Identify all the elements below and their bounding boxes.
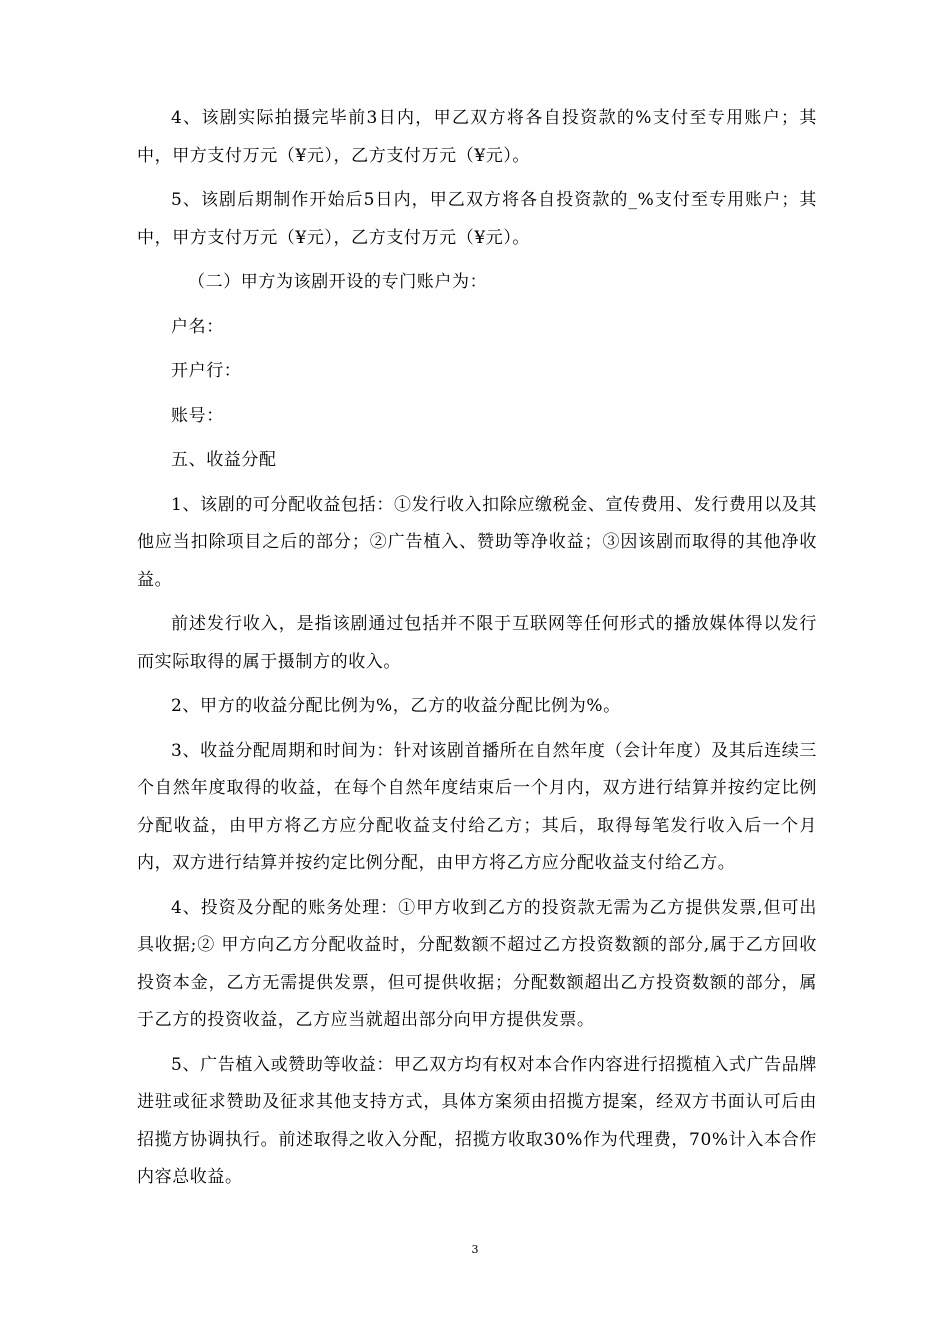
- paragraph-distribution-income-definition: 前述发行收入，是指该剧通过包括并不限于互联网等任何形式的播放媒体得以发行而实际取得的属于摄制方的收入。: [137, 614, 817, 672]
- page-number: 3: [471, 1243, 479, 1256]
- field-bank-name: 开户行：: [171, 361, 242, 381]
- section-heading-dedicated-account: （二）甲方为该剧开设的专门账户为：: [188, 272, 488, 292]
- paragraph-distribution-period: 3、收益分配周期和时间为：针对该剧首播所在自然年度（会计年度）及其后连续三个自然年度取得的收益，在每个自然年度结束后一个月内，双方进行结算并按约定比例分配收益，由甲方将乙方应分配收益支付给乙方；其后，取得每笔发行收入后一个月内，双方进行结算并按约定比例分配，由甲方将乙方应分配收益支付给乙方。: [137, 740, 817, 873]
- paragraph-distributable-revenue: 1、该剧的可分配收益包括：①发行收入扣除应缴税金、宣传费用、发行费用以及其他应当扣除项目之后的部分；②广告植入、赞助等净收益；③因该剧而取得的其他净收益。: [137, 494, 817, 590]
- document-body: [137, 100, 817, 1204]
- paragraph-advertising-sponsorship: 5、广告植入或赞助等收益：甲乙双方均有权对本合作内容进行招揽植入式广告品牌进驻或征求赞助及征求其他支持方式，具体方案须由招揽方提案，经双方书面认可后由招揽方协调执行。前述取得之收入分配，招揽方收取30%作为代理费，70%计入本合作内容总收益。: [137, 1054, 817, 1187]
- field-account-number: 账号：: [171, 405, 224, 426]
- paragraph-payment-before-shooting-end: 4、该剧实际拍摄完毕前3日内，甲乙双方将各自投资款的%支付至专用账户；其中，甲方支付万元（¥元），乙方支付万元（¥元）。: [137, 108, 817, 166]
- section-heading-revenue-distribution: 五、收益分配: [171, 450, 277, 470]
- paragraph-payment-post-production: 5、该剧后期制作开始后5日内，甲乙双方将各自投资款的_%支付至专用账户；其中，甲方支付万元（¥元），乙方支付万元（¥元）。: [137, 190, 817, 248]
- paragraph-revenue-ratio: 2、甲方的收益分配比例为%，乙方的收益分配比例为%。: [171, 696, 621, 716]
- field-account-name: 户名：: [171, 316, 224, 337]
- paragraph-accounting-treatment: 4、投资及分配的账务处理：①甲方收到乙方的投资款无需为乙方提供发票,但可出具收据;② 甲方向乙方分配收益时，分配数额不超过乙方投资数额的部分,属于乙方回收投资本金，乙方无需提供发票，但可提供收据；分配数额超出乙方投资数额的部分，属于乙方的投资收益，乙方应当就超出部分向甲方提供发票。: [137, 897, 817, 1030]
